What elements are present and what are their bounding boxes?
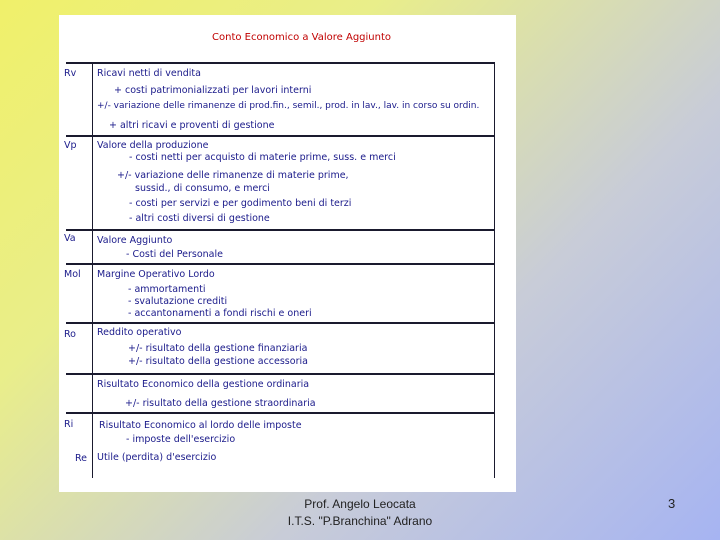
row-heading: Reddito operativo bbox=[97, 327, 182, 338]
document-title: Conto Economico a Valore Aggiunto bbox=[212, 32, 392, 43]
row-heading: Valore della produzione bbox=[97, 140, 209, 151]
row-item: - Costi del Personale bbox=[126, 249, 223, 260]
row-item: sussid., di consumo, e merci bbox=[135, 183, 270, 194]
row-item: + costi patrimonializzati per lavori interni bbox=[114, 85, 312, 96]
code-ro: Ro bbox=[64, 329, 76, 340]
row-item: +/- risultato della gestione straordinaria bbox=[125, 398, 316, 409]
row-item: +/- risultato della gestione accessoria bbox=[128, 356, 308, 367]
code-ri: Ri bbox=[64, 419, 74, 430]
footer bbox=[260, 496, 460, 530]
row-item: - accantonamenti a fondi rischi e oneri bbox=[128, 308, 312, 319]
column-divider bbox=[92, 62, 93, 478]
row-item: - altri costi diversi di gestione bbox=[129, 213, 270, 224]
row-item: - svalutazione crediti bbox=[128, 296, 228, 307]
row-heading: Ricavi netti di vendita bbox=[97, 68, 201, 79]
row-item: + altri ricavi e proventi di gestione bbox=[109, 120, 275, 131]
row-item: - imposte dell'esercizio bbox=[126, 434, 236, 445]
divider bbox=[66, 322, 495, 324]
row-heading: Margine Operativo Lordo bbox=[97, 269, 215, 280]
divider bbox=[66, 373, 495, 375]
right-border bbox=[494, 62, 495, 478]
page-number: 3 bbox=[668, 496, 676, 511]
divider bbox=[66, 62, 495, 64]
row-item: - costi netti per acquisto di materie prime, suss. e merci bbox=[129, 152, 396, 163]
row-item: +/- variazione delle rimanenze di prod.fin., semil., prod. in lav., lav. in corso su ordin. bbox=[97, 101, 480, 111]
row-heading: Utile (perdita) d'esercizio bbox=[97, 452, 217, 463]
row-item: - costi per servizi e per godimento beni di terzi bbox=[129, 198, 352, 209]
code-vp: Vp bbox=[64, 140, 77, 151]
footer-school: I.T.S. "P.Branchina" Adrano bbox=[287, 514, 433, 528]
row-heading: Risultato Economico della gestione ordinaria bbox=[97, 379, 310, 390]
divider bbox=[66, 263, 495, 265]
code-mol: Mol bbox=[64, 269, 81, 280]
row-item: - ammortamenti bbox=[128, 284, 206, 295]
row-heading: Valore Aggiunto bbox=[97, 235, 173, 246]
divider bbox=[66, 229, 495, 231]
code-re: Re bbox=[75, 453, 88, 464]
footer-author: Prof. Angelo Leocata bbox=[304, 497, 416, 511]
row-item: +/- variazione delle rimanenze di materie prime, bbox=[117, 170, 349, 181]
code-rv: Rv bbox=[64, 68, 77, 79]
divider bbox=[66, 135, 495, 137]
row-heading: Risultato Economico al lordo delle imposte bbox=[99, 420, 302, 431]
divider bbox=[66, 412, 495, 414]
row-item: +/- risultato della gestione finanziaria bbox=[128, 343, 308, 354]
code-va: Va bbox=[64, 233, 76, 244]
